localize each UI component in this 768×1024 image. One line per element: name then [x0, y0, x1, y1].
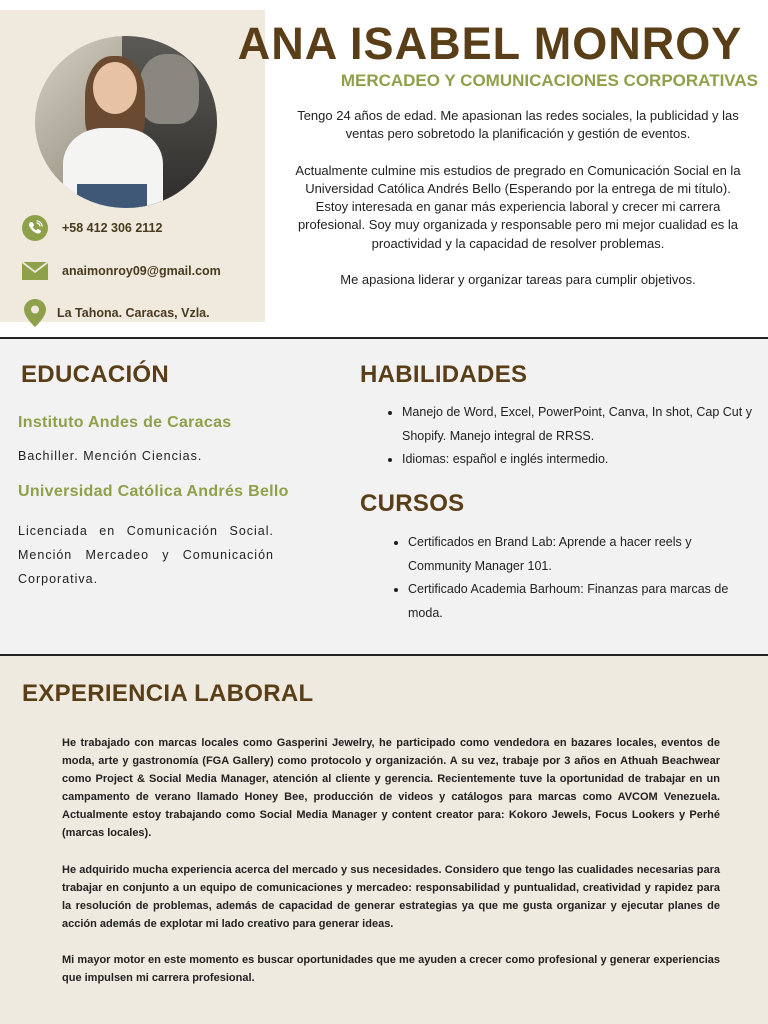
about-paragraph: Me apasiona liderar y organizar tareas para cumplir objetivos. [340, 272, 696, 288]
phone-text: +58 412 306 2112 [62, 221, 163, 235]
courses-heading: CURSOS [360, 490, 465, 517]
about-paragraph: Actualmente culmine mis estudios de pregrado en Comunicación Social en la Universidad Católica Andrés Bello (Esperando por la entrega de mi título). Estoy interesada en ganar más experiencia laboral y crecer mi carrera profesional. Soy muy organizada y responsable pero mi mejor cualidad es la proactividad y la capacidad de resolver problemas. [295, 162, 741, 251]
header-section [0, 0, 768, 338]
list-item: • Idiomas: español e inglés intermedio. [402, 448, 768, 472]
experience-text [62, 734, 720, 1005]
mail-icon [22, 258, 48, 284]
email-text[interactable]: anaimonroy09@gmail.com [62, 264, 221, 278]
list-item: • Manejo de Word, Excel, PowerPoint, Canva, In shot, Cap Cut y Shopify. Manejo integral de RRSS. [402, 401, 768, 448]
contact-email [22, 258, 221, 284]
skills-heading: HABILIDADES [360, 361, 528, 388]
education-detail: Bachiller. Mención Ciencias. [18, 449, 203, 463]
education-skills-section [0, 339, 768, 654]
education-detail: Licenciada en Comunicación Social. Mención Mercadeo y Comunicación Corporativa. [18, 524, 274, 586]
person-name: ANA ISABEL MONROY [237, 18, 743, 69]
phone-icon [22, 215, 48, 241]
skills-list [382, 401, 768, 472]
location-pin-icon [22, 300, 48, 326]
location-text: La Tahona. Caracas, Vzla. [57, 306, 210, 320]
about-paragraph: Tengo 24 años de edad. Me apasionan las redes sociales, la publicidad y las ventas pero sobretodo la planificación y gestión de eventos. [297, 108, 739, 142]
education-institution: Universidad Católica Andrés Bello [18, 483, 289, 500]
education-institution: Instituto Andes de Caracas [18, 414, 232, 431]
contact-phone [22, 215, 162, 241]
experience-paragraph: He trabajado con marcas locales como Gasperini Jewelry, he participado como vendedora en bazares locales, eventos de moda, arte y gastronomía (FGA Gallery) como protocolo y organización. A su vez, trabaje por 3 años en Athuah Beachwear como Project & Social Media Manager, atención al cliente y gerencia. Recientemente tuve la oportunidad de trabajar en un campamento de verano llamado Honey Bee, producción de videos y catálogos para marcas como AVCOM Venezuela. Actualmente estoy trabajando como Social Media Manager y content creator para: Kokoro Jewels, Focus Lookers y Perhé (marcas locales). [62, 737, 720, 840]
education-heading: EDUCACIÓN [21, 361, 170, 388]
experience-paragraph: He adquirido mucha experiencia acerca del mercado y sus necesidades. Considero que tengo las cualidades necesarias para trabajar en conjunto a un equipo de comunicaciones y mercadeo: responsabilidad y puntualidad, creatividad y rapidez para la resolución de problemas, además de capacidad de generar estrategias ya que me gusta organizar y ejecutar planes de acción además de explotar mi lado creativo para generar ideas. [62, 863, 720, 930]
list-item: • Certificados en Brand Lab: Aprende a hacer reels y Community Manager 101. [408, 531, 753, 578]
experience-heading: EXPERIENCIA LABORAL [22, 680, 314, 707]
person-role: MERCADEO Y COMUNICACIONES CORPORATIVAS [340, 71, 758, 90]
about-text [292, 107, 744, 307]
profile-photo [35, 36, 217, 208]
contact-panel [0, 10, 265, 322]
list-item: • Certificado Academia Barhoum: Finanzas para marcas de moda. [408, 578, 753, 625]
courses-list [388, 531, 753, 625]
experience-paragraph: Mi mayor motor en este momento es buscar oportunidades que me ayuden a crecer como profesional y generar experiencias que impulsen mi carrera profesional. [62, 953, 720, 985]
contact-location [22, 300, 210, 326]
